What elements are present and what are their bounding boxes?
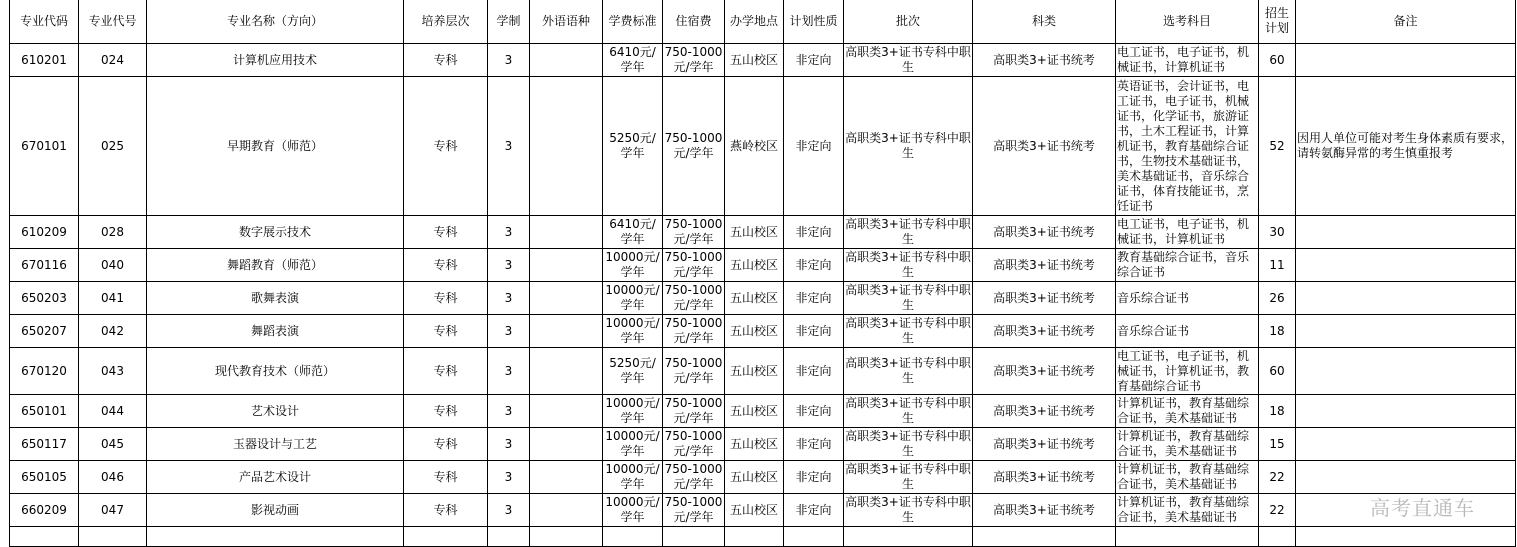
cell-empty xyxy=(1296,527,1516,547)
cell-batch: 高职类3+证书专科中职生 xyxy=(844,249,973,282)
cell-campus: 五山校区 xyxy=(725,282,784,315)
cell-quota: 15 xyxy=(1259,428,1296,461)
cell-batch: 高职类3+证书专科中职生 xyxy=(844,216,973,249)
cell-lang xyxy=(530,494,603,527)
cell-level: 专科 xyxy=(404,282,488,315)
cell-level: 专科 xyxy=(404,216,488,249)
cell-dorm: 750-1000元/学年 xyxy=(663,249,725,282)
cell-name: 现代教育技术（师范） xyxy=(147,348,404,395)
cell-years: 3 xyxy=(488,315,530,348)
cell-plan-type: 非定向 xyxy=(784,348,844,395)
cell-lang xyxy=(530,348,603,395)
cell-years: 3 xyxy=(488,428,530,461)
cell-category: 高职类3+证书统考 xyxy=(973,395,1116,428)
cell-tuition: 5250元/学年 xyxy=(603,77,663,216)
cell-dorm: 750-1000元/学年 xyxy=(663,461,725,494)
cell-notes xyxy=(1296,395,1516,428)
cell-subjects: 英语证书，会计证书，电工证书，电子证书，机械证书，化学证书，旅游证书，土木工程证书，计算机证书，教育基础综合证书，生物技术基础证书，美术基础证书，音乐综合证书，体育技能证书，烹饪证书 xyxy=(1116,77,1259,216)
table-row xyxy=(10,395,1516,428)
cell-plan-type: 非定向 xyxy=(784,282,844,315)
cell-dorm: 750-1000元/学年 xyxy=(663,44,725,77)
cell-category: 高职类3+证书统考 xyxy=(973,494,1116,527)
cell-level: 专科 xyxy=(404,461,488,494)
cell-batch: 高职类3+证书专科中职生 xyxy=(844,348,973,395)
cell-level: 专科 xyxy=(404,44,488,77)
cell-num: 047 xyxy=(79,494,147,527)
cell-campus: 五山校区 xyxy=(725,428,784,461)
cell-tuition: 10000元/学年 xyxy=(603,494,663,527)
cell-lang xyxy=(530,395,603,428)
cell-name: 艺术设计 xyxy=(147,395,404,428)
cell-tuition: 10000元/学年 xyxy=(603,249,663,282)
admissions-table xyxy=(9,0,1516,547)
cell-level: 专科 xyxy=(404,395,488,428)
table-row xyxy=(10,494,1516,527)
cell-category: 高职类3+证书统考 xyxy=(973,315,1116,348)
cell-category: 高职类3+证书统考 xyxy=(973,428,1116,461)
cell-num: 028 xyxy=(79,216,147,249)
cell-category: 高职类3+证书统考 xyxy=(973,461,1116,494)
cell-notes xyxy=(1296,315,1516,348)
header-campus: 办学地点 xyxy=(725,0,784,44)
cell-code: 650117 xyxy=(10,428,79,461)
cell-batch: 高职类3+证书专科中职生 xyxy=(844,282,973,315)
cell-subjects: 教育基础综合证书，音乐综合证书 xyxy=(1116,249,1259,282)
cell-batch: 高职类3+证书专科中职生 xyxy=(844,44,973,77)
cell-dorm: 750-1000元/学年 xyxy=(663,494,725,527)
cell-code: 650207 xyxy=(10,315,79,348)
cell-plan-type: 非定向 xyxy=(784,428,844,461)
cell-empty xyxy=(784,527,844,547)
cell-campus: 五山校区 xyxy=(725,395,784,428)
cell-years: 3 xyxy=(488,461,530,494)
cell-category: 高职类3+证书统考 xyxy=(973,249,1116,282)
cell-code: 650203 xyxy=(10,282,79,315)
cell-subjects: 音乐综合证书 xyxy=(1116,282,1259,315)
cell-quota: 22 xyxy=(1259,461,1296,494)
table-row xyxy=(10,77,1516,216)
cell-notes xyxy=(1296,461,1516,494)
header-lang: 外语语种 xyxy=(530,0,603,44)
cell-category: 高职类3+证书统考 xyxy=(973,44,1116,77)
cell-tuition: 10000元/学年 xyxy=(603,282,663,315)
cell-quota: 60 xyxy=(1259,348,1296,395)
cell-tuition: 10000元/学年 xyxy=(603,428,663,461)
cell-level: 专科 xyxy=(404,77,488,216)
cell-subjects: 计算机证书，教育基础综合证书，美术基础证书 xyxy=(1116,395,1259,428)
cell-empty xyxy=(1116,527,1259,547)
cell-level: 专科 xyxy=(404,428,488,461)
cell-plan-type: 非定向 xyxy=(784,44,844,77)
header-subjects: 选考科目 xyxy=(1116,0,1259,44)
table-row xyxy=(10,282,1516,315)
header-category: 科类 xyxy=(973,0,1116,44)
cell-level: 专科 xyxy=(404,348,488,395)
cell-name: 舞蹈表演 xyxy=(147,315,404,348)
cell-code: 670116 xyxy=(10,249,79,282)
cell-quota: 11 xyxy=(1259,249,1296,282)
cell-name: 舞蹈教育（师范） xyxy=(147,249,404,282)
cell-dorm: 750-1000元/学年 xyxy=(663,348,725,395)
watermark-text: 高考直通车 xyxy=(1370,496,1475,520)
cell-name: 影视动画 xyxy=(147,494,404,527)
cell-campus: 五山校区 xyxy=(725,249,784,282)
cell-empty xyxy=(147,527,404,547)
cell-empty xyxy=(530,527,603,547)
table-row xyxy=(10,44,1516,77)
cell-name: 早期教育（师范） xyxy=(147,77,404,216)
cell-num: 042 xyxy=(79,315,147,348)
cell-plan-type: 非定向 xyxy=(784,249,844,282)
cell-notes xyxy=(1296,216,1516,249)
cell-subjects: 电工证书，电子证书，机械证书，计算机证书，教育基础综合证书 xyxy=(1116,348,1259,395)
header-code: 专业代码 xyxy=(10,0,79,44)
cell-campus: 五山校区 xyxy=(725,315,784,348)
cell-notes xyxy=(1296,428,1516,461)
cell-campus: 燕岭校区 xyxy=(725,77,784,216)
header-batch: 批次 xyxy=(844,0,973,44)
cell-campus: 五山校区 xyxy=(725,494,784,527)
cell-empty xyxy=(663,527,725,547)
cell-name: 产品艺术设计 xyxy=(147,461,404,494)
table-row xyxy=(10,315,1516,348)
cell-quota: 22 xyxy=(1259,494,1296,527)
cell-code: 610201 xyxy=(10,44,79,77)
header-num: 专业代号 xyxy=(79,0,147,44)
table-row xyxy=(10,348,1516,395)
cell-plan-type: 非定向 xyxy=(784,395,844,428)
cell-category: 高职类3+证书统考 xyxy=(973,77,1116,216)
cell-dorm: 750-1000元/学年 xyxy=(663,315,725,348)
cell-quota: 52 xyxy=(1259,77,1296,216)
cell-num: 040 xyxy=(79,249,147,282)
cell-years: 3 xyxy=(488,216,530,249)
cell-level: 专科 xyxy=(404,315,488,348)
cell-tuition: 6410元/学年 xyxy=(603,216,663,249)
cell-plan-type: 非定向 xyxy=(784,315,844,348)
cell-batch: 高职类3+证书专科中职生 xyxy=(844,315,973,348)
cell-tuition: 6410元/学年 xyxy=(603,44,663,77)
cell-years: 3 xyxy=(488,77,530,216)
cell-category: 高职类3+证书统考 xyxy=(973,216,1116,249)
table-row xyxy=(10,216,1516,249)
table-row-empty xyxy=(10,527,1516,547)
cell-dorm: 750-1000元/学年 xyxy=(663,395,725,428)
cell-plan-type: 非定向 xyxy=(784,77,844,216)
cell-tuition: 10000元/学年 xyxy=(603,315,663,348)
cell-lang xyxy=(530,44,603,77)
cell-batch: 高职类3+证书专科中职生 xyxy=(844,395,973,428)
cell-lang xyxy=(530,461,603,494)
table-row xyxy=(10,249,1516,282)
cell-subjects: 电工证书，电子证书，机械证书，计算机证书 xyxy=(1116,44,1259,77)
cell-dorm: 750-1000元/学年 xyxy=(663,216,725,249)
cell-empty xyxy=(973,527,1116,547)
cell-batch: 高职类3+证书专科中职生 xyxy=(844,494,973,527)
header-dorm: 住宿费 xyxy=(663,0,725,44)
header-plan-type: 计划性质 xyxy=(784,0,844,44)
cell-code: 650105 xyxy=(10,461,79,494)
cell-empty xyxy=(488,527,530,547)
cell-num: 041 xyxy=(79,282,147,315)
cell-years: 3 xyxy=(488,348,530,395)
header-years: 学制 xyxy=(488,0,530,44)
cell-empty xyxy=(1259,527,1296,547)
cell-notes xyxy=(1296,282,1516,315)
cell-subjects: 计算机证书，教育基础综合证书，美术基础证书 xyxy=(1116,494,1259,527)
cell-num: 044 xyxy=(79,395,147,428)
cell-lang xyxy=(530,249,603,282)
cell-campus: 五山校区 xyxy=(725,461,784,494)
cell-empty xyxy=(725,527,784,547)
header-row xyxy=(10,0,1516,44)
cell-batch: 高职类3+证书专科中职生 xyxy=(844,428,973,461)
cell-empty xyxy=(844,527,973,547)
cell-years: 3 xyxy=(488,395,530,428)
header-name: 专业名称（方向） xyxy=(147,0,404,44)
cell-tuition: 5250元/学年 xyxy=(603,348,663,395)
cell-campus: 五山校区 xyxy=(725,216,784,249)
cell-empty xyxy=(79,527,147,547)
header-notes: 备注 xyxy=(1296,0,1516,44)
cell-code: 670101 xyxy=(10,77,79,216)
cell-notes: 因用人单位可能对考生身体素质有要求，请转氨酶异常的考生慎重报考 xyxy=(1296,77,1516,216)
cell-batch: 高职类3+证书专科中职生 xyxy=(844,461,973,494)
cell-subjects: 计算机证书，教育基础综合证书，美术基础证书 xyxy=(1116,461,1259,494)
cell-years: 3 xyxy=(488,282,530,315)
header-quota: 招生计划 xyxy=(1259,0,1296,44)
cell-tuition: 10000元/学年 xyxy=(603,461,663,494)
cell-quota: 18 xyxy=(1259,315,1296,348)
cell-quota: 60 xyxy=(1259,44,1296,77)
cell-subjects: 音乐综合证书 xyxy=(1116,315,1259,348)
cell-lang xyxy=(530,77,603,216)
cell-years: 3 xyxy=(488,249,530,282)
cell-quota: 26 xyxy=(1259,282,1296,315)
cell-name: 计算机应用技术 xyxy=(147,44,404,77)
cell-campus: 五山校区 xyxy=(725,348,784,395)
cell-quota: 18 xyxy=(1259,395,1296,428)
cell-years: 3 xyxy=(488,494,530,527)
cell-code: 650101 xyxy=(10,395,79,428)
cell-category: 高职类3+证书统考 xyxy=(973,282,1116,315)
cell-num: 043 xyxy=(79,348,147,395)
table-row xyxy=(10,461,1516,494)
cell-num: 025 xyxy=(79,77,147,216)
cell-name: 玉器设计与工艺 xyxy=(147,428,404,461)
cell-notes xyxy=(1296,249,1516,282)
cell-name: 歌舞表演 xyxy=(147,282,404,315)
cell-level: 专科 xyxy=(404,494,488,527)
cell-empty xyxy=(10,527,79,547)
cell-lang xyxy=(530,428,603,461)
cell-num: 024 xyxy=(79,44,147,77)
cell-plan-type: 非定向 xyxy=(784,461,844,494)
cell-lang xyxy=(530,315,603,348)
cell-dorm: 750-1000元/学年 xyxy=(663,77,725,216)
cell-notes xyxy=(1296,44,1516,77)
header-level: 培养层次 xyxy=(404,0,488,44)
cell-num: 045 xyxy=(79,428,147,461)
cell-tuition: 10000元/学年 xyxy=(603,395,663,428)
cell-code: 660209 xyxy=(10,494,79,527)
cell-level: 专科 xyxy=(404,249,488,282)
cell-dorm: 750-1000元/学年 xyxy=(663,428,725,461)
cell-batch: 高职类3+证书专科中职生 xyxy=(844,77,973,216)
cell-lang xyxy=(530,282,603,315)
header-tuition: 学费标准 xyxy=(603,0,663,44)
cell-name: 数字展示技术 xyxy=(147,216,404,249)
cell-campus: 五山校区 xyxy=(725,44,784,77)
cell-years: 3 xyxy=(488,44,530,77)
cell-code: 610209 xyxy=(10,216,79,249)
cell-quota: 30 xyxy=(1259,216,1296,249)
cell-empty xyxy=(603,527,663,547)
table-row xyxy=(10,428,1516,461)
cell-subjects: 计算机证书，教育基础综合证书，美术基础证书 xyxy=(1116,428,1259,461)
cell-notes xyxy=(1296,348,1516,395)
cell-code: 670120 xyxy=(10,348,79,395)
cell-plan-type: 非定向 xyxy=(784,216,844,249)
cell-subjects: 电工证书，电子证书，机械证书，计算机证书 xyxy=(1116,216,1259,249)
cell-category: 高职类3+证书统考 xyxy=(973,348,1116,395)
cell-num: 046 xyxy=(79,461,147,494)
cell-lang xyxy=(530,216,603,249)
cell-dorm: 750-1000元/学年 xyxy=(663,282,725,315)
cell-empty xyxy=(404,527,488,547)
cell-plan-type: 非定向 xyxy=(784,494,844,527)
